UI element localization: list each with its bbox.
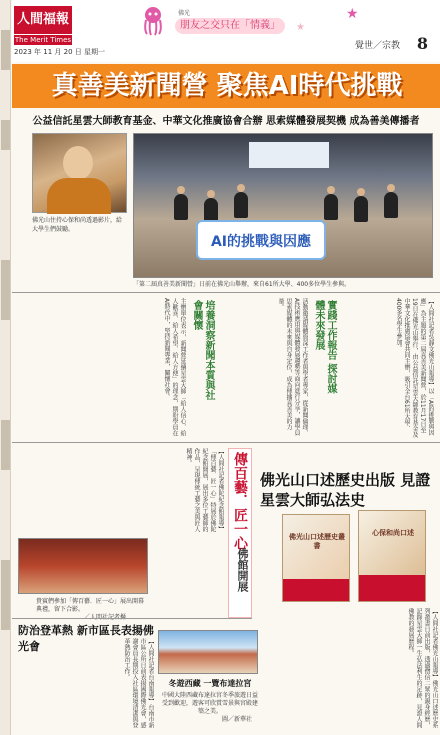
pull-quote-2: 實踐工作報告 探討媒體未來發展	[313, 300, 336, 394]
octopus-mascot-icon	[142, 6, 164, 36]
issue-date: 2023 年 11 月 20 日 星期一	[14, 48, 105, 56]
article5-title: 冬遊西藏 一覽布達拉宮	[168, 679, 252, 688]
lead-body-2: 活動邀請媒體資深工作者與學者專家，從新聞倫理、AI技術應用與媒體發展趨勢等面向進行分享，讓學員思索媒體的未來與自身定位，成為傳播真善美的力量。	[277, 298, 308, 436]
lead-body-3: 主辦單位表示，新聞營延續星雲大師「給人信心、給人歡喜、給人希望、給人方便」的理念，期盼學員在AI時代中，堅持新聞專業，關懷社會。	[163, 298, 186, 436]
book-cover-2-title: 心保和尚口述	[372, 529, 414, 537]
newspaper-logo: 人間福報	[14, 6, 72, 34]
article3-body: 【人間社記者佛陀紀念館報導】「傳百藝．匠一心」特展於佛陀紀念館開展，展出多位工藝師的作品，呈現傳統工藝之美與匠人精神。	[185, 448, 224, 532]
article3-side-subtitle: 佛館開展	[236, 548, 249, 592]
star-icon: ★	[346, 6, 359, 22]
lead-subhead: 公益信託星雲大師教育基金、中華文化推廣協會合辦 思索媒體發展契機 成為善美傳播者	[32, 116, 420, 127]
lead-body-1: 【人間社記者吳靜文佛光山報導】以「AI的挑戰與因應」為主題的第二屆真善美新聞營，於11月17日至19日在佛光山舉行，由公益信託星雲大師教育基金及中華文化推廣協會共同主辦，吸引全台61所大學、400多名學生參加。	[395, 298, 434, 438]
article5-credit: 圖／新華社	[222, 716, 253, 723]
book-cover-1	[282, 514, 350, 602]
lead-headline: 真善美新聞營 聚焦AI時代挑戰	[51, 71, 403, 101]
book-cover-2	[358, 510, 426, 602]
star-icon: ★	[296, 22, 305, 33]
potala-palace-photo	[158, 630, 258, 674]
section-label: 覺世／宗教	[354, 41, 400, 51]
abbot-photo	[32, 133, 127, 213]
pull-quote-1: 培養洞察新聞本質與社會關懷	[191, 300, 214, 400]
newspaper-logo-en: The Merit Times	[14, 36, 72, 44]
opening-ceremony-caption: 貴賓們參加「傳百藝．匠一心」展出開幕典禮，留下合影。	[36, 598, 145, 613]
article3-side-title: 傳百藝．匠一心	[232, 452, 248, 550]
article4-body: 【人間社記者台南報導】台南市新市區公所日前表揚國際佛光會，感謝會員長期投入社區環境清潔與登革熱防治工作。	[123, 638, 154, 728]
forum-photo-caption: 「第二屆真善美新聞營」日前在佛光山舉辦，來自61所大學、400多位學生參與。	[133, 281, 351, 288]
left-edge-strip	[0, 0, 11, 735]
forum-stage-banner: AI的挑戰與因應	[196, 220, 326, 260]
abbot-photo-caption: 佛光山住持心保和尚透過影片，給大學生們鼓勵。	[32, 217, 123, 233]
page-number: 8	[416, 34, 428, 53]
banner-text: 朋友之交只在「情義」	[175, 18, 285, 34]
article5-caption: 中國大陸西藏布達拉宮冬季旅遊日益受到歡迎，遊客可欣賞雪景與宮殿建築之美。	[162, 692, 259, 715]
article4-headline: 防治登革熱 新市區長表揚佛光會	[18, 624, 154, 653]
banner-brand: 佛光	[178, 10, 191, 17]
opening-ceremony-photo	[18, 538, 148, 594]
article2-body: 【人間社記者佛光山報導】佛光山口述歷史系列叢書日前出版，透過僧信二眾的親身經歷，記錄星雲大師一生弘法利生的足跡，見證人間佛教的發展歷程。	[407, 608, 438, 728]
book-cover-1-title: 佛光山口述歷史叢書	[289, 533, 345, 550]
article2-headline: 佛光山口述歷史出版 見證星雲大師弘法史	[260, 471, 431, 509]
